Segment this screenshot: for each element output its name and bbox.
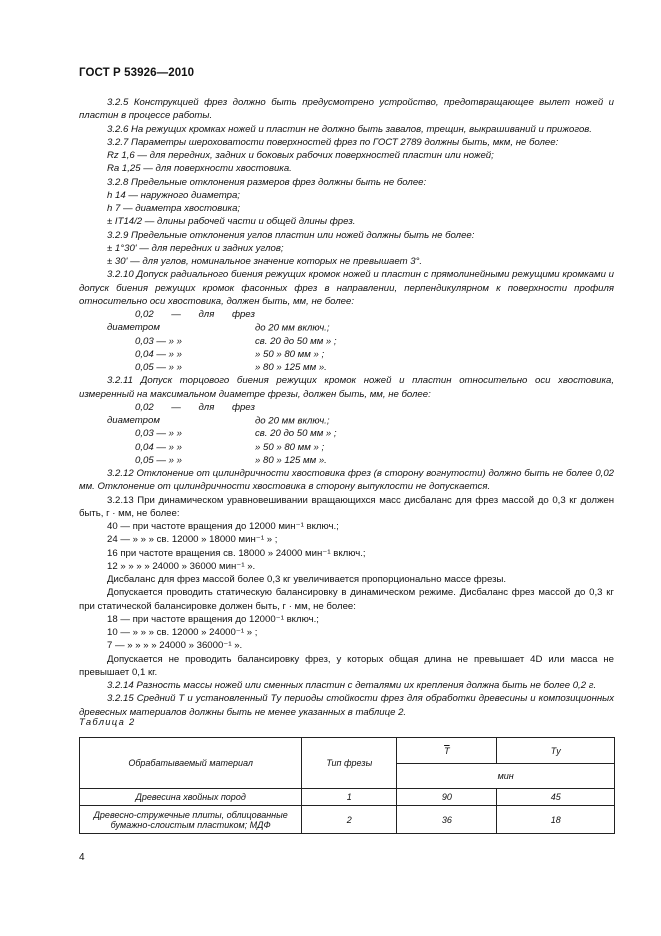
clause-3-2-15: 3.2.15 Средний T и установленный Tу периоды стойкости фрез для обработки древесины и композиционных древесных материалов должны быть не менее указанных в таблице 2. — [79, 693, 614, 718]
tolerance-value: 0,05 — » » — [135, 454, 182, 466]
imbalance-row: 18 — при частоте вращения до 12000⁻¹ включ.; — [107, 613, 319, 625]
tolerance-row — [79, 401, 614, 428]
tolerance-range: » 80 » 125 мм ». — [255, 362, 327, 373]
t-set-cell: 45 — [497, 789, 615, 806]
clause-3-2-7-item: Rz 1,6 — для передних, задних и боковых рабочих поверхностей пластин или ножей; — [107, 150, 494, 161]
column-header-material: Обрабатываемый материал — [80, 738, 302, 789]
material-cell: Древесно-стружечные плиты, облицованные бумажно-слоистым пластиком; МДФ — [80, 806, 302, 834]
clause-3-2-13-note: Дисбаланс для фрез массой более 0,3 кг увеличивается пропорционально массе фрезы. — [107, 574, 507, 585]
imbalance-row: 12 » » » » 24000 » 36000 мин⁻¹ ». — [107, 560, 256, 572]
table-title: Таблица 2 — [79, 716, 136, 727]
clause-3-2-7-item: Ra 1,25 — для поверхности хвостовика. — [107, 163, 292, 175]
column-header-unit: мин — [397, 764, 615, 789]
t-set-cell: 18 — [497, 806, 615, 834]
document-body — [79, 96, 614, 719]
imbalance-row: 10 — » » » св. 12000 » 24000⁻¹ » ; — [107, 627, 258, 638]
clause-3-2-13: 3.2.13 При динамическом уравновешивании вращающихся масс дисбаланс для фрез массой до 0,3 кг должен быть, г · мм, не более: — [79, 494, 614, 519]
tolerance-range: св. 20 до 50 мм » ; — [255, 335, 337, 347]
imbalance-row: 7 — » » » » 24000 » 36000⁻¹ ». — [107, 640, 243, 652]
tolerance-row — [79, 335, 614, 348]
tolerance-row — [79, 348, 614, 361]
tolerance-row — [79, 427, 614, 440]
tolerance-range: » 50 » 80 мм » ; — [255, 441, 325, 453]
table-row — [80, 789, 615, 806]
tolerance-value: 0,04 — » » — [135, 348, 182, 360]
clause-3-2-8: 3.2.8 Предельные отклонения размеров фрез должны быть не более: — [107, 176, 427, 188]
imbalance-row: 24 — » » » св. 12000 » 18000 мин⁻¹ » ; — [107, 534, 278, 546]
clause-3-2-6: 3.2.6 На режущих кромках ножей и пластин не должно быть завалов, трещин, выкрашиваний и прижогов. — [107, 123, 592, 135]
tolerance-value: 0,02 — для фрез диаметром — [107, 401, 255, 426]
table-row — [80, 806, 615, 834]
tolerance-range: до 20 мм включ.; — [255, 415, 330, 426]
page-number: 4 — [79, 852, 85, 863]
page-header: ГОСТ Р 53926—2010 — [79, 67, 195, 79]
tolerance-range: » 80 » 125 мм ». — [255, 454, 327, 466]
tolerance-value: 0,03 — » » — [135, 428, 182, 440]
tolerance-row — [79, 454, 614, 467]
tolerance-row — [79, 441, 614, 454]
tolerance-range: » 50 » 80 мм » ; — [255, 348, 325, 360]
type-cell: 1 — [302, 789, 397, 806]
imbalance-row: 40 — при частоте вращения до 12000 мин⁻¹ включ.; — [107, 521, 339, 532]
t-mean-cell: 36 — [397, 806, 497, 834]
clause-3-2-14: 3.2.14 Разность массы ножей или сменных пластин с деталями их крепления должна быть не более 0,2 г. — [107, 680, 597, 691]
imbalance-row: 16 при частоте вращения св. 18000 » 24000 мин⁻¹ включ.; — [107, 547, 366, 559]
tolerance-row — [79, 308, 614, 335]
durability-table — [79, 737, 615, 834]
clause-3-2-9: 3.2.9 Предельные отклонения углов пластин или ножей должны быть не более: — [107, 229, 475, 241]
clause-3-2-11: 3.2.11 Допуск торцового биения режущих кромок ножей и пластин относительно оси хвостовика, измеренный на максимальном диаметре фрезы, должен быть, мм, не более: — [79, 375, 614, 400]
clause-3-2-5: 3.2.5 Конструкцией фрез должно быть предусмотрено устройство, предотвращающее вылет ножей и пластин в процессе работы. — [79, 97, 614, 122]
column-header-cutter-type: Тип фрезы — [302, 738, 397, 789]
type-cell: 2 — [302, 806, 397, 834]
clause-3-2-13-static: Допускается проводить статическую балансировку в динамическом режиме. Дисбаланс фрез массой до 0,3 кг при статической балансировке должен быть, г · мм, не более: — [79, 587, 614, 612]
clause-3-2-8-item: h 14 — наружного диаметра; — [107, 189, 240, 201]
clause-3-2-13-exception: Допускается не проводить балансировку фрез, у которых общая длина не превышает 4D или масса не превышает 0,1 кг. — [79, 653, 614, 678]
tolerance-value: 0,02 — для фрез диаметром — [107, 309, 255, 334]
clause-3-2-12: 3.2.12 Отклонение от цилиндричности хвостовика фрез (в сторону вогнутости) должно быть не более 0,02 мм. Отклонение от цилиндричности хвостовика в сторону выпуклости не допускается. — [79, 468, 614, 493]
column-header-t-set: Tу — [497, 738, 615, 764]
t-mean-cell: 90 — [397, 789, 497, 806]
column-header-t-mean: $\overline{T}$ — [397, 738, 497, 764]
clause-3-2-10: 3.2.10 Допуск радиального биения режущих кромок ножей и пластин с прямолинейными режущими кромками и допуск биения режущих кромок фасонных фрез в направлении, перпендикулярном к поверхности профиля относительно оси хвостовика, должен быть, мм, не более: — [79, 269, 614, 307]
tolerance-value: 0,03 — » » — [135, 335, 182, 347]
tolerance-range: св. 20 до 50 мм » ; — [255, 428, 337, 440]
clause-3-2-9-item: ± 1°30' — для передних и задних углов; — [107, 242, 284, 254]
tolerance-range: до 20 мм включ.; — [255, 322, 330, 334]
clause-3-2-8-item: h 7 — диаметра хвостовика; — [107, 203, 241, 214]
tolerance-value: 0,05 — » » — [135, 362, 182, 373]
tolerance-row — [79, 361, 614, 374]
clause-3-2-9-item: ± 30' — для углов, номинальное значение которых не превышает 3°. — [107, 256, 423, 267]
clause-3-2-7: 3.2.7 Параметры шероховатости поверхностей фрез по ГОСТ 2789 должны быть, мкм, не более: — [107, 136, 559, 148]
clause-3-2-8-item: ± IT14/2 — длины рабочей части и общей длины фрез. — [107, 216, 356, 228]
tolerance-value: 0,04 — » » — [135, 441, 182, 453]
material-cell: Древесина хвойных пород — [80, 789, 302, 806]
